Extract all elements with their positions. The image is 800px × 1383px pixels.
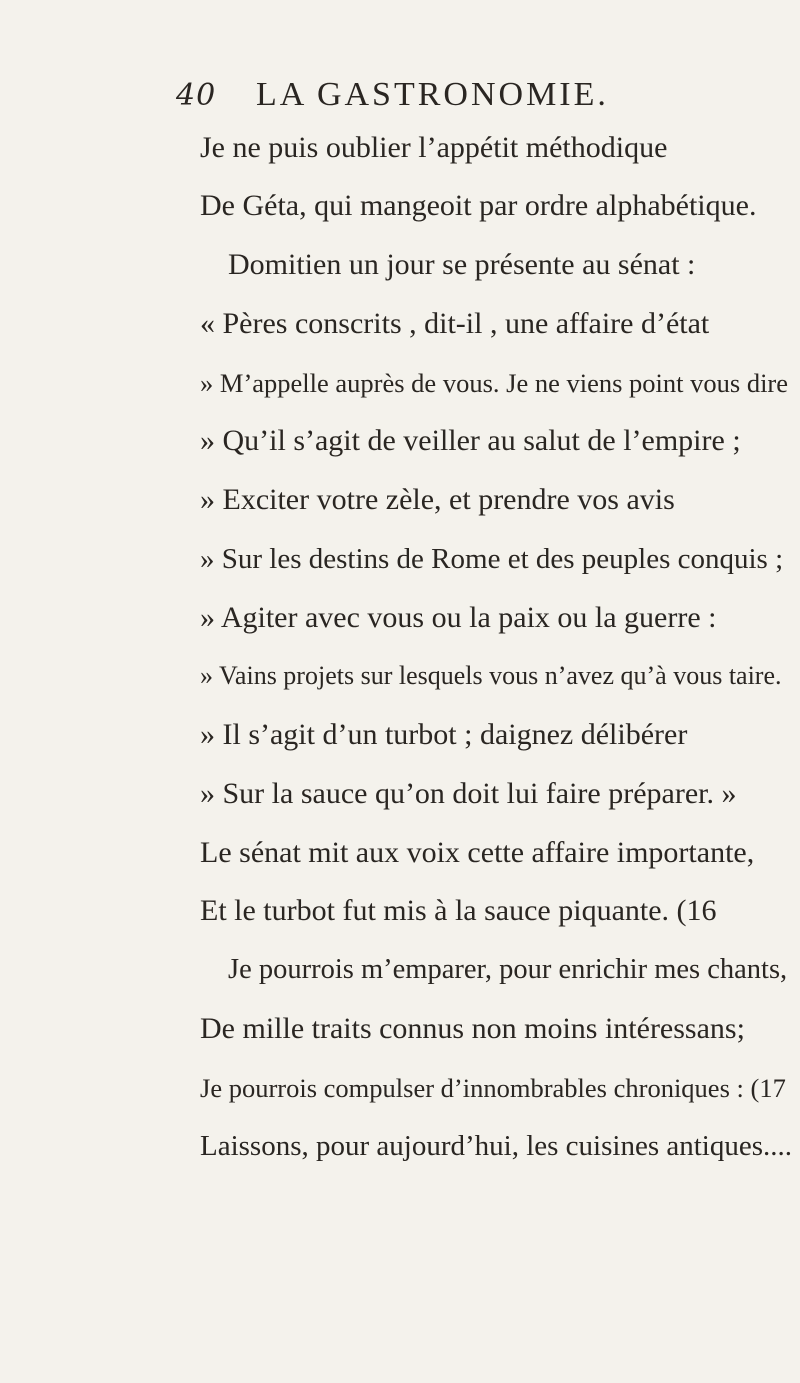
poem-line: » Qu’il s’agit de veiller au salut de l’empire ; (200, 424, 741, 457)
running-title: LA GASTRONOMIE. (256, 76, 609, 113)
poem-line: Le sénat mit aux voix cette affaire importante, (200, 836, 755, 869)
poem-line: » M’appelle auprès de vous. Je ne viens point vous dire (200, 368, 789, 398)
page-number: 40 (176, 78, 217, 113)
poem-line: De Géta, qui mangeoit par ordre alphabétique. (200, 189, 757, 222)
poem-line: » Exciter votre zèle, et prendre vos avis (200, 483, 675, 516)
poem-line: Laissons, pour aujourd’hui, les cuisines antiques.... (200, 1130, 792, 1162)
page-header (0, 76, 800, 126)
poem-line: » Sur les destins de Rome et des peuples conquis ; (200, 543, 784, 575)
poem-line: » Sur la sauce qu’on doit lui faire préparer. » (200, 777, 737, 810)
poem-line: » Agiter avec vous ou la paix ou la guerre : (200, 601, 717, 634)
poem-line: Je pourrois m’emparer, pour enrichir mes chants, (228, 954, 788, 985)
poem-line: Et le turbot fut mis à la sauce piquante. (16 (200, 894, 717, 927)
poem-line: » Il s’agit d’un turbot ; daignez délibérer (200, 718, 688, 751)
poem-line: » Vains projets sur lesquels vous n’avez qu’à vous taire. (200, 661, 782, 690)
poem-line: « Pères conscrits , dit-il , une affaire d’état (200, 307, 710, 340)
poem-line: De mille traits connus non moins intéressans; (200, 1012, 745, 1045)
poem-line: Domitien un jour se présente au sénat : (228, 248, 696, 281)
poem-line: Je ne puis oublier l’appétit méthodique (200, 131, 668, 164)
poem-line: Je pourrois compulser d’innombrables chroniques : (17 (200, 1073, 786, 1103)
